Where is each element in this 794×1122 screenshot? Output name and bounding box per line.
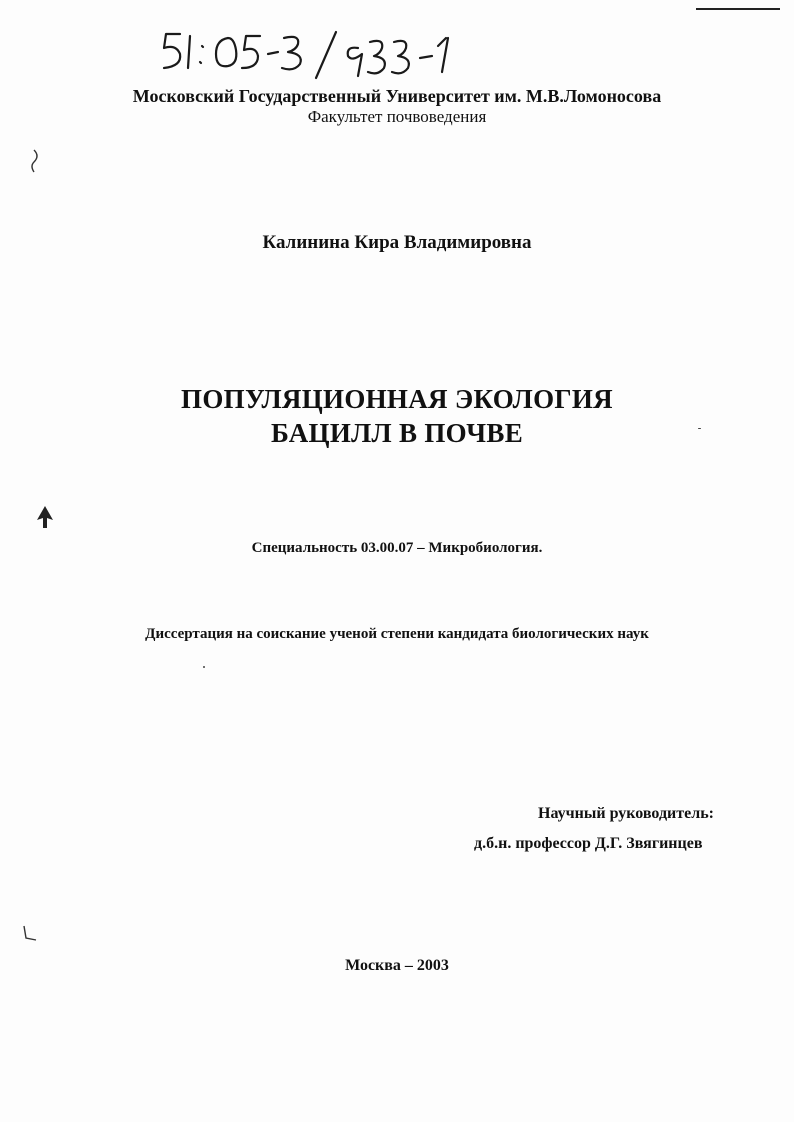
handwritten-archive-code: [158, 28, 488, 80]
author-name: Калинина Кира Владимировна: [262, 232, 532, 253]
scan-speck: [203, 666, 205, 668]
dissertation-title-line-2: БАЦИЛЛ В ПОЧВЕ: [270, 418, 524, 448]
supervisor-label: Научный руководитель:: [538, 805, 714, 822]
university-name: Московский Государственный Университет им. М.В.Ломоносова: [132, 86, 662, 106]
margin-mark-icon: [28, 146, 42, 176]
dissertation-title-line-1: ПОПУЛЯЦИОННАЯ ЭКОЛОГИЯ: [181, 384, 613, 414]
scan-speck: [698, 428, 701, 429]
specialty: Специальность 03.00.07 – Микробиология.: [251, 540, 543, 556]
faculty-name: Факультет почвоведения: [307, 107, 487, 126]
supervisor-name: д.б.н. профессор Д.Г. Звягинцев: [474, 835, 703, 852]
degree-statement: Диссертация на соискание ученой степени кандидата биологических наук: [145, 626, 649, 642]
scan-edge-line: [696, 8, 780, 10]
margin-mark-icon: [20, 924, 40, 944]
arrow-mark-icon: [34, 504, 56, 530]
city-year: Москва – 2003: [345, 957, 449, 974]
